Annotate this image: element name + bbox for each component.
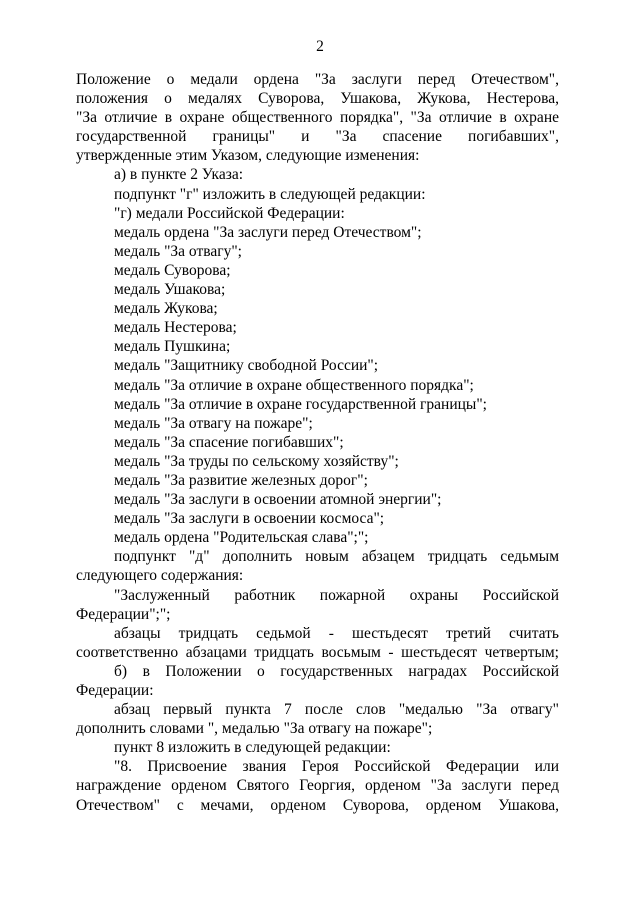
text-line: следующего содержания:	[76, 567, 244, 585]
text-line: медаль ордена "Родительская слава";";	[114, 529, 369, 547]
text-line: "г) медали Российской Федерации:	[114, 204, 345, 222]
text-line: а) в пункте 2 Указа:	[114, 166, 244, 184]
text-line: Федерации:	[76, 682, 154, 699]
text-line: медаль Жукова;	[114, 300, 218, 318]
text-line: абзац первый пункта 7 после слов "медалью "За отвагу"	[114, 701, 559, 719]
text-line: "За отличие в охране общественного порядка", "За отличие в охране	[76, 109, 559, 127]
text-line: пункт 8 изложить в следующей редакции:	[114, 739, 391, 757]
text-line: подпункт "д" дополнить новым абзацем тридцать седьмым	[114, 548, 559, 566]
text-line: Положение о медали ордена "За заслуги перед Отечеством",	[76, 71, 559, 88]
text-line: абзацы тридцать седьмой - шестьдесят третий считать	[114, 624, 559, 642]
text-line: Федерации";";	[76, 605, 171, 623]
text-line: медаль "За спасение погибавших";	[114, 433, 344, 451]
page-number: 2	[316, 38, 324, 55]
text-line: медаль "Защитнику свободной России";	[114, 357, 379, 375]
text-line: утвержденные этим Указом, следующие изменения:	[76, 147, 420, 165]
text-line: подпункт "г" изложить в следующей редакции:	[114, 185, 426, 203]
text-line: дополнить словами ", медалью "За отвагу на пожаре";	[76, 720, 433, 738]
text-line: медаль Нестерова;	[114, 319, 237, 337]
text-line: "Заслуженный работник пожарной охраны Российской	[114, 586, 559, 604]
text-line: соответственно абзацами тридцать восьмым - шестьдесят четвертым;	[76, 643, 559, 661]
text-line: медаль "За развитие железных дорог";	[114, 471, 368, 489]
text-line: б) в Положении о государственных наградах Российской	[114, 662, 559, 680]
text-line: медаль Суворова;	[114, 261, 231, 279]
text-line: медаль Ушакова;	[114, 281, 226, 299]
text-line: медаль "За отвагу";	[114, 242, 242, 260]
text-line: медаль ордена "За заслуги перед Отечеством";	[114, 223, 422, 241]
text-line: медаль "За труды по сельскому хозяйству";	[114, 452, 399, 470]
text-line: "8. Присвоение звания Героя Российской Федерации или	[114, 758, 559, 776]
text-line: медаль "За заслуги в освоении атомной энергии";	[114, 491, 442, 509]
text-line: Отечеством" с мечами, орденом Суворова, орденом Ушакова,	[76, 796, 559, 814]
text-line: медаль "За отличие в охране общественного порядка";	[114, 376, 474, 394]
body-text	[76, 70, 559, 815]
text-line: медаль "За отличие в охране государственной границы";	[114, 395, 487, 413]
text-line: медаль "За заслуги в освоении космоса";	[114, 510, 385, 528]
text-line: медаль Пушкина;	[114, 338, 231, 356]
text-line: медаль "За отвагу на пожаре";	[114, 414, 313, 432]
text-line: государственной границы" и "За спасение погибавших",	[76, 128, 559, 146]
text-line: награждение орденом Святого Георгия, орденом "За заслуги перед	[76, 777, 559, 795]
text-line: положения о медалях Суворова, Ушакова, Жукова, Нестерова,	[76, 90, 559, 108]
